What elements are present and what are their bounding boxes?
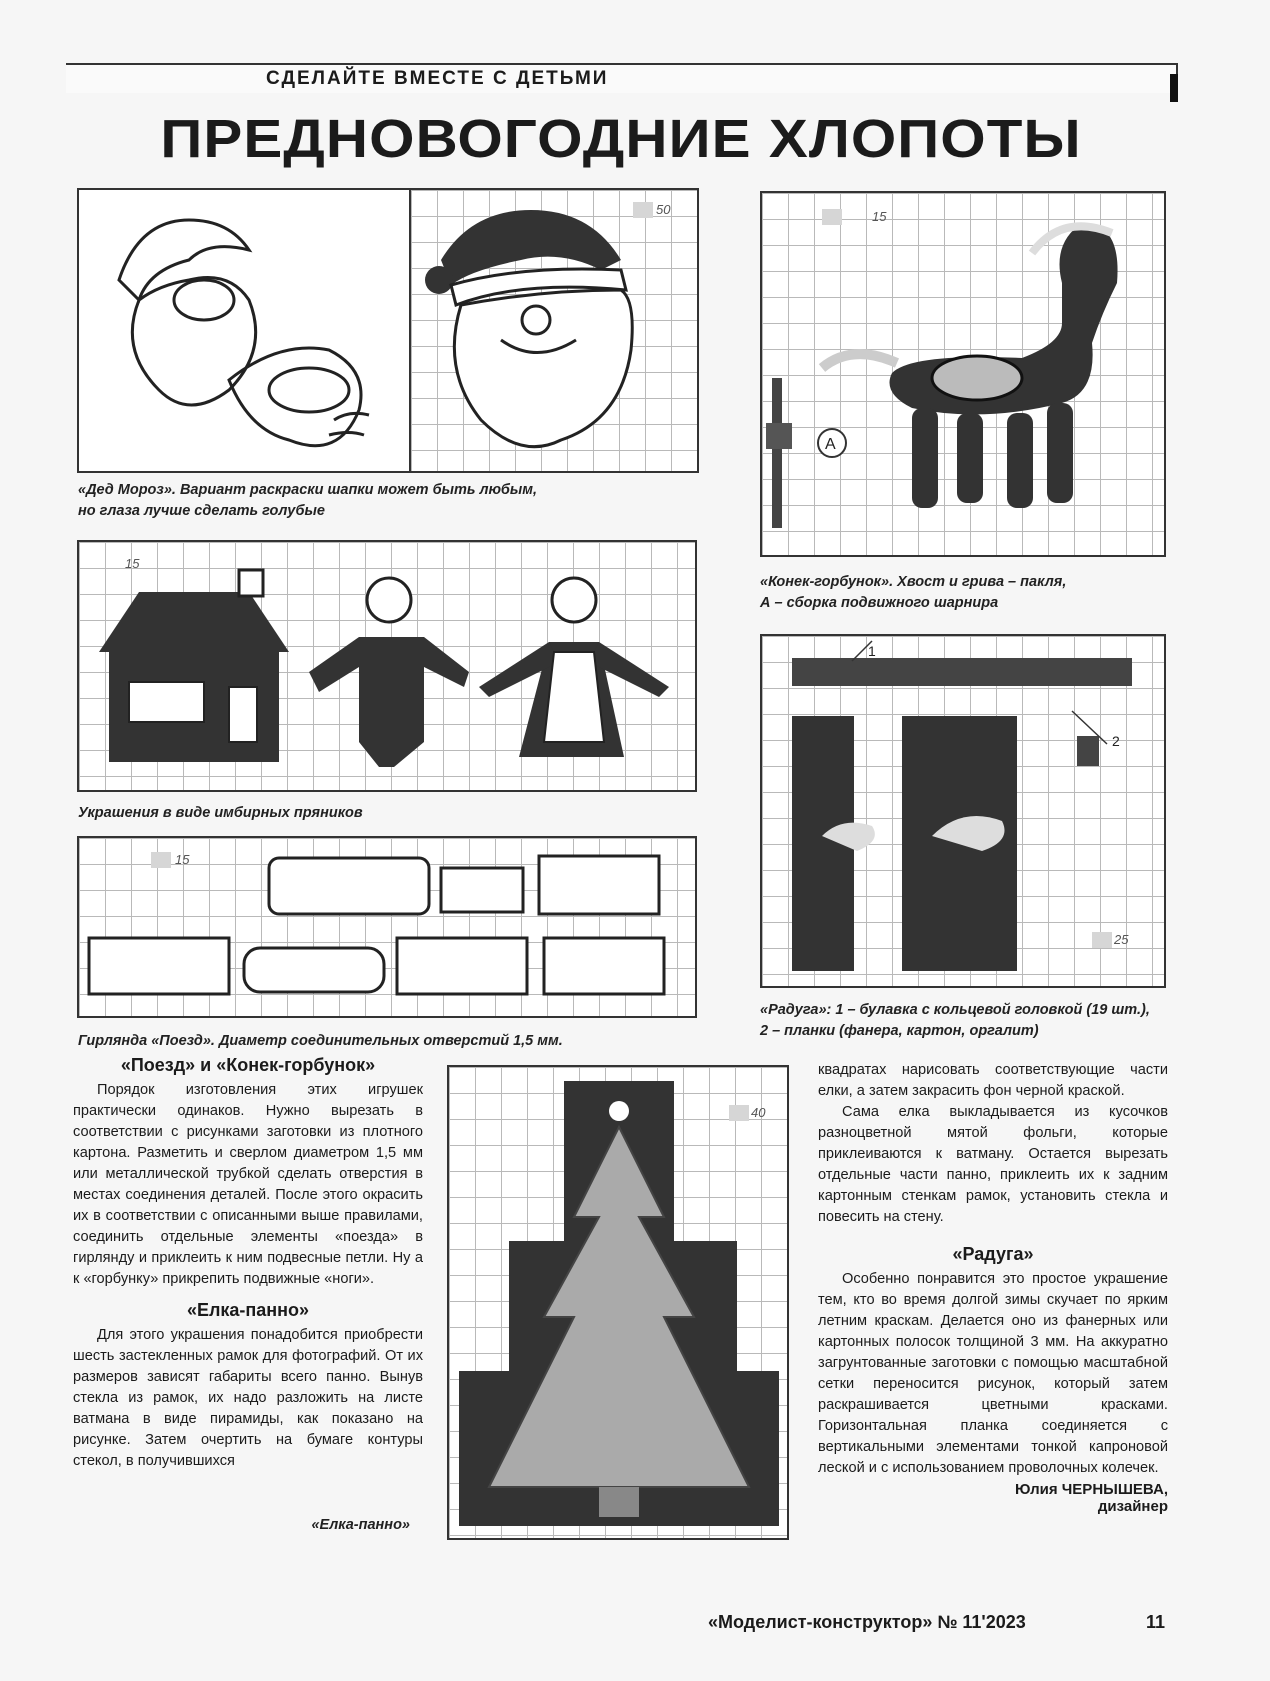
tree-figure: [447, 1065, 789, 1540]
plank-label: 2: [1112, 733, 1120, 749]
rubric-bar-end: [1170, 74, 1178, 102]
author-name: Юлия ЧЕРНЫШЕВА,: [1015, 1481, 1168, 1498]
santa-grid-panel: [409, 188, 699, 473]
page-title: ПРЕДНОВОГОДНИЕ ХЛОПОТЫ: [160, 109, 1082, 169]
joint-label: А: [825, 436, 836, 453]
rubric-bar: [66, 63, 1178, 93]
horse-caption-line-1: «Конек-горбунок». Хвост и грива – пакля,: [760, 574, 1067, 590]
train-figure: [77, 836, 697, 1018]
santa-caption: [78, 480, 698, 522]
horse-drawing: [762, 193, 1164, 555]
section-text-rainbow: [818, 1269, 1168, 1479]
scale-label: 15: [175, 852, 190, 867]
section-title-tree: «Елка-панно»: [186, 1300, 310, 1320]
scale-swatch: [633, 202, 653, 218]
scale-swatch: [1092, 932, 1112, 948]
rainbow-figure: [760, 634, 1166, 988]
tree-caption: «Елка-панно»: [311, 1517, 410, 1533]
train-caption: Гирлянда «Поезд». Диаметр соединительных отверстий 1,5 мм.: [78, 1033, 563, 1049]
page-number: 11: [1146, 1612, 1166, 1632]
rainbow-caption-line-2: 2 – планки (фанера, картон, оргалит): [760, 1023, 1039, 1039]
santa-caption-line-1: «Дед Мороз». Вариант раскраски шапки может быть любым,: [78, 482, 537, 498]
paragraph: квадратах нарисовать соответствующие части елки, а затем закрасить фон черной краской.: [818, 1062, 1168, 1099]
scale-label: 50: [656, 202, 671, 217]
section-title-rainbow: «Радуга»: [952, 1244, 1034, 1264]
section-text-tree: [73, 1325, 423, 1472]
gingerbread-caption: Украшения в виде имбирных пряников: [78, 805, 363, 821]
tree-drawing: [449, 1067, 787, 1538]
santa-figure: [77, 188, 697, 473]
scale-swatch: [151, 852, 171, 868]
article-column-left: [73, 1055, 423, 1472]
scale-label: 15: [872, 209, 887, 224]
scale-label: 40: [751, 1105, 766, 1120]
paragraph: Особенно понравится это простое украшение тем, кто во время долгой зимы скучает по ярким летним краскам. Делается оно из фанерных или картонных полосок толщиной 3 мм. На аккуратно загрунтованные заготовки с помощью масштабной сетки переносится рисунок, который затем раскрашивается цветными красками. Горизонтальная планка соединяется с вертикальными элементами тонкой капроновой леской и с использованием проволочных колечек.: [818, 1271, 1168, 1476]
scale-swatch: [729, 1105, 749, 1121]
gingerbread-figure: [77, 540, 697, 792]
footer-journal: «Моделист-конструктор» № 11'2023: [708, 1612, 1026, 1632]
horse-caption-line-2: А – сборка подвижного шарнира: [760, 595, 999, 611]
scale-label: 15: [125, 556, 140, 571]
section-text-tree-cont: [818, 1060, 1168, 1228]
santa-face: [411, 190, 697, 471]
scale-label: 25: [1114, 932, 1129, 947]
santa-sketch: [79, 190, 409, 471]
rainbow-caption: [760, 1000, 1166, 1042]
paragraph: Для этого украшения понадобится приобрести шесть застекленных рамок для фотографий. От их размеров зависят габариты всего панно. Вынув стекла из рамок, их надо разложить на листе ватмана в виде пирамиды, как показано на рисунке. Затем очертить на бумаге контуры стекол, в получившихся: [73, 1327, 423, 1469]
santa-caption-line-2: но глаза лучше сделать голубые: [78, 503, 325, 519]
santa-sketch-panel: [79, 190, 409, 471]
train-drawing: [79, 838, 695, 1016]
horse-caption: [760, 572, 1166, 614]
paragraph: Порядок изготовления этих игрушек практически одинаков. Нужно вырезать в соответствии с рисунками заготовки из плотного картона. Разметить и сверлом диаметром 1,5 мм или металлической трубкой сделать отверстия в местах соединения деталей. После этого окрасить их в соответствии с описанными выше правилами, соединить отдельные элементы «поезда» в гирлянду и приклеить к ним подвесные петли. Ну а к «горбунку» прикрепить подвижные «ноги».: [73, 1082, 423, 1287]
pin-label: 1: [868, 643, 876, 659]
scale-swatch: [822, 209, 842, 225]
paragraph: Сама елка выкладывается из кусочков разноцветной мятой фольги, которые приклеиваются к ватману. Остается вырезать отдельные части панно, приклеить их к задним картонным стенкам рамок, установить стекла и повесить на стену.: [818, 1104, 1168, 1225]
rubric-label: СДЕЛАЙТЕ ВМЕСТЕ С ДЕТЬМИ: [266, 68, 609, 89]
section-title-train-horse: «Поезд» и «Конек-горбунок»: [120, 1055, 376, 1075]
section-text-train-horse: [73, 1080, 423, 1290]
article-column-right: [818, 1060, 1168, 1515]
gingerbread-drawing: [79, 542, 695, 790]
horse-figure: [760, 191, 1166, 557]
author-role: дизайнер: [1097, 1498, 1168, 1515]
rainbow-caption-line-1: «Радуга»: 1 – булавка с кольцевой головкой (19 шт.),: [760, 1002, 1150, 1018]
